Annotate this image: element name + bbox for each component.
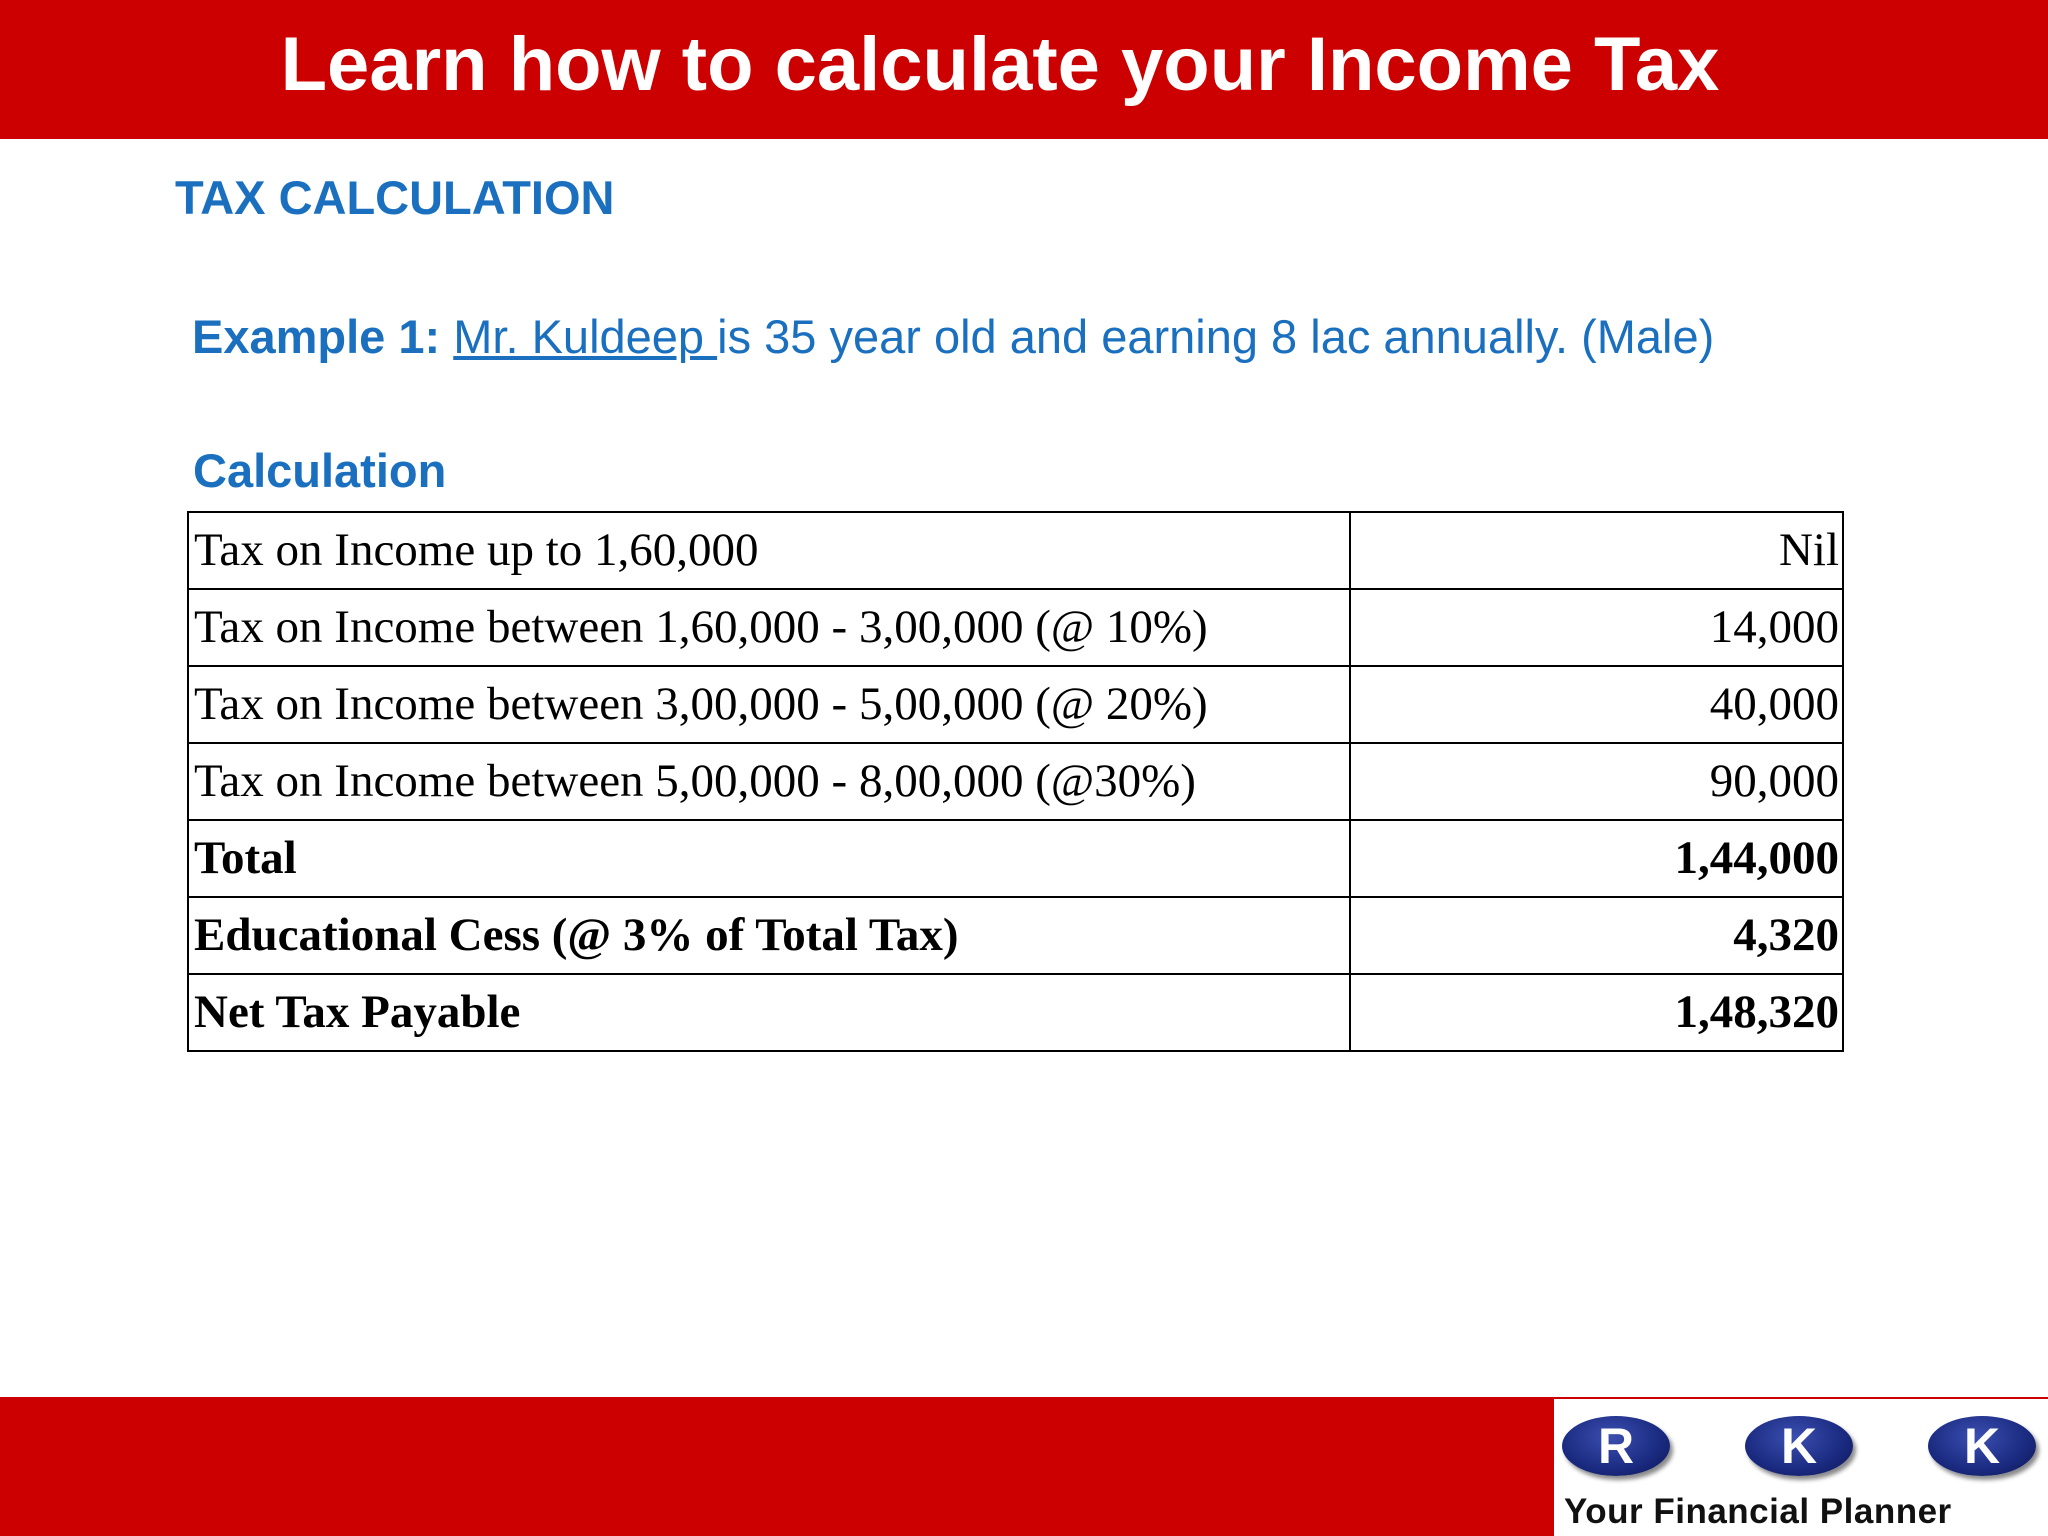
row-label: Tax on Income between 3,00,000 - 5,00,000 (@ 20%): [188, 666, 1350, 743]
table-row: [188, 666, 1843, 743]
table-row: [188, 743, 1843, 820]
page-title: Learn how to calculate your Income Tax: [280, 22, 1720, 107]
row-label: Total: [188, 820, 1350, 897]
logo-letter-k: K: [1928, 1416, 2036, 1476]
section-title: TAX CALCULATION: [175, 171, 615, 224]
example-label: Example 1:: [192, 310, 441, 363]
row-value: 4,320: [1350, 897, 1843, 974]
net-tax-row: [188, 974, 1843, 1051]
table-row: [188, 589, 1843, 666]
logo-letter-r: R: [1562, 1416, 1670, 1476]
total-row: [188, 820, 1843, 897]
table-row: [188, 512, 1843, 589]
row-value: 90,000: [1350, 743, 1843, 820]
row-label: Tax on Income up to 1,60,000: [188, 512, 1350, 589]
row-value: 1,44,000: [1350, 820, 1843, 897]
company-logo: [1554, 1399, 2048, 1536]
row-value: 40,000: [1350, 666, 1843, 743]
row-value: 14,000: [1350, 589, 1843, 666]
example-description: [192, 308, 1714, 366]
row-label: Educational Cess (@ 3% of Total Tax): [188, 897, 1350, 974]
example-text: is 35 year old and earning 8 lac annually. (Male): [717, 310, 1715, 363]
header-bar: [0, 0, 2048, 139]
logo-letter-k: K: [1745, 1416, 1853, 1476]
row-value: 1,48,320: [1350, 974, 1843, 1051]
row-label: Tax on Income between 1,60,000 - 3,00,000 (@ 10%): [188, 589, 1350, 666]
logo-tagline: Your Financial Planner: [1564, 1492, 1952, 1531]
tax-calculation-table: [187, 511, 1844, 1052]
row-value: Nil: [1350, 512, 1843, 589]
calculation-heading: Calculation: [193, 444, 447, 497]
example-person-name: Mr. Kuldeep: [453, 310, 718, 363]
row-label: Tax on Income between 5,00,000 - 8,00,000 (@30%): [188, 743, 1350, 820]
cess-row: [188, 897, 1843, 974]
row-label: Net Tax Payable: [188, 974, 1350, 1051]
